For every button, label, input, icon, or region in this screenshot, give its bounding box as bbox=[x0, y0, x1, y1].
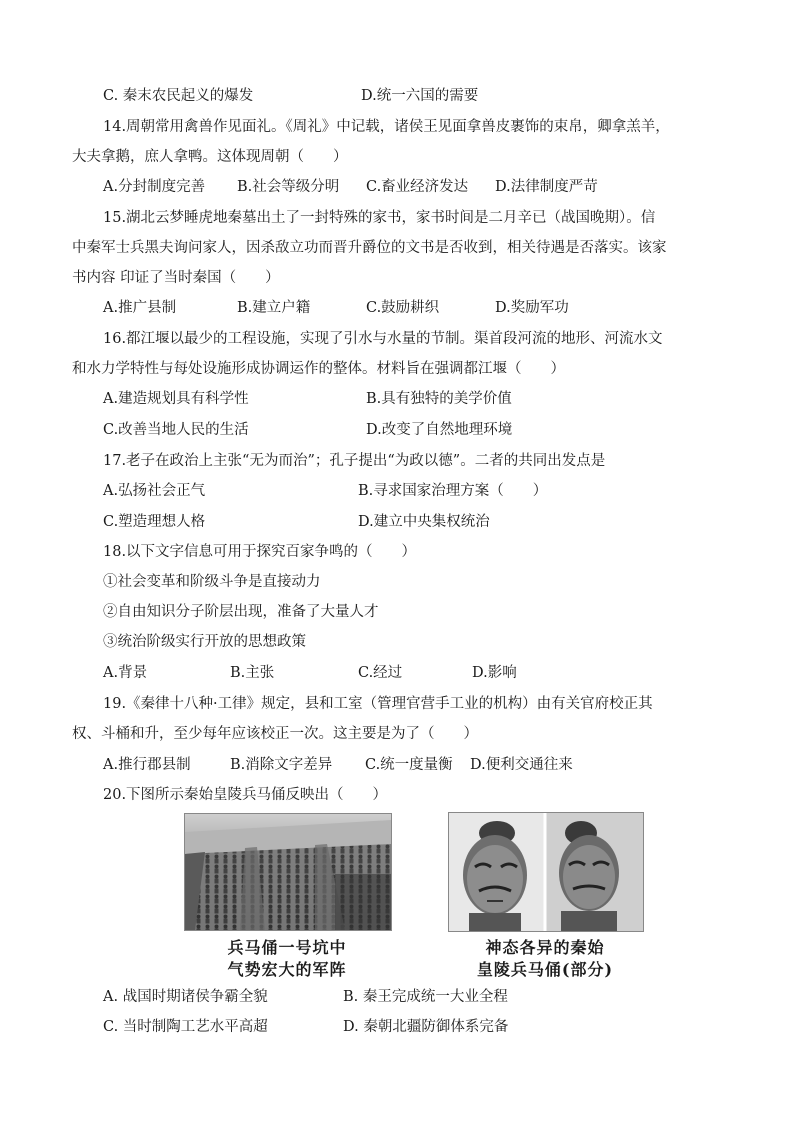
q16-option-d: D.改变了自然地理环境 bbox=[366, 422, 513, 438]
q15-option-a: A.推广县制 bbox=[103, 300, 177, 316]
q14-option-d: D.法律制度严苛 bbox=[495, 179, 598, 195]
figure1-caption-line1: 兵马俑一号坑中 bbox=[227, 938, 347, 957]
q18-option-a: A.背景 bbox=[103, 665, 148, 681]
q14-option-b: B.社会等级分明 bbox=[237, 179, 340, 195]
q13-option-c: C. 秦末农民起义的爆发 bbox=[103, 88, 254, 104]
q18-option-c: C.经过 bbox=[358, 665, 403, 681]
q16-stem-line2: 和水力学特性与每处设施形成协调运作的整体。材料旨在强调都江堰（ ） bbox=[72, 361, 565, 377]
q17-option-b: B.寻求国家治理方案（ ） bbox=[358, 483, 548, 499]
q15-stem-line1: 15.湖北云梦睡虎地秦墓出土了一封特殊的家书，家书时间是二月辛已（战国晚期）。信 bbox=[103, 210, 656, 226]
q20-stem-line1: 20.下图所示秦始皇陵兵马俑反映出（ ） bbox=[103, 787, 388, 803]
figure2-caption-line1: 神态各异的秦始 bbox=[485, 938, 605, 957]
q18-option-d: D.影响 bbox=[472, 665, 517, 681]
q20-option-b: B. 秦王完成统一大业全程 bbox=[343, 989, 508, 1005]
q17-option-c: C.塑造理想人格 bbox=[103, 514, 206, 530]
q20-option-d: D. 秦朝北疆防御体系完备 bbox=[343, 1019, 509, 1035]
figure2-caption-line2: 皇陵兵马俑(部分) bbox=[476, 960, 614, 979]
q19-option-a: A.推行郡县制 bbox=[103, 757, 191, 773]
q17-option-a: A.弘扬社会正气 bbox=[103, 483, 206, 499]
q16-option-c: C.改善当地人民的生活 bbox=[103, 422, 249, 438]
q20-option-c: C. 当时制陶工艺水平高超 bbox=[103, 1019, 268, 1035]
q14-stem-line2: 大夫拿鹅，庶人拿鸭。这体现周朝（ ） bbox=[72, 149, 348, 165]
q17-option-d: D.建立中央集权统治 bbox=[358, 514, 490, 530]
q18-option-b: B.主张 bbox=[230, 665, 275, 681]
q19-stem-line2: 权、斗桶和升，至少每年应该校正一次。这主要是为了（ ） bbox=[72, 726, 478, 742]
q15-stem-line2: 中秦军士兵黑夫询问家人，因杀敌立功而晋升爵位的文书是否收到，相关待遇是否落实。该家 bbox=[72, 240, 667, 256]
q19-option-c: C.统一度量衡 bbox=[365, 757, 453, 773]
q15-option-c: C.鼓励耕织 bbox=[366, 300, 440, 316]
q18-item-2: ②自由知识分子阶层出现，准备了大量人才 bbox=[103, 604, 379, 620]
terracotta-warrior-heads-photo bbox=[448, 812, 644, 932]
q15-option-d: D.奖励军功 bbox=[495, 300, 569, 316]
q18-item-1: ①社会变革和阶级斗争是直接动力 bbox=[103, 574, 321, 590]
terracotta-army-pit-photo bbox=[184, 813, 392, 931]
q15-option-b: B.建立户籍 bbox=[237, 300, 311, 316]
q14-stem-line1: 14.周朝常用禽兽作见面礼。《周礼》中记载，诸侯王见面拿兽皮裹饰的束帛，卿拿羔羊， bbox=[103, 119, 670, 135]
q16-option-b: B.具有独特的美学价值 bbox=[366, 391, 512, 407]
q15-stem-line3: 书内容 印证了当时秦国（ ） bbox=[72, 270, 280, 286]
q19-option-d: D.便利交通往来 bbox=[470, 757, 573, 773]
q19-stem-line1: 19.《秦律十八种·工律》规定，县和工室（管理官营手工业的机构）由有关官府校正其 bbox=[103, 696, 653, 712]
q18-item-3: ③统治阶级实行开放的思想政策 bbox=[103, 634, 306, 650]
q13-option-d: D.统一六国的需要 bbox=[361, 88, 479, 104]
q14-option-a: A.分封制度完善 bbox=[103, 179, 206, 195]
q14-option-c: C.畜业经济发达 bbox=[366, 179, 469, 195]
q18-stem-line1: 18.以下文字信息可用于探究百家争鸣的（ ） bbox=[103, 544, 417, 560]
figure1-caption-line2: 气势宏大的军阵 bbox=[227, 960, 347, 979]
q16-stem-line1: 16.都江堰以最少的工程设施，实现了引水与水量的节制。渠首段河流的地形、河流水文 bbox=[103, 331, 663, 347]
q20-option-a: A. 战国时期诸侯争霸全貌 bbox=[103, 989, 268, 1005]
q17-stem-line1: 17.老子在政治上主张“无为而治”；孔子提出“为政以德”。二者的共同出发点是 bbox=[103, 453, 606, 469]
q19-option-b: B.消除文字差异 bbox=[230, 757, 333, 773]
q16-option-a: A.建造规划具有科学性 bbox=[103, 391, 249, 407]
